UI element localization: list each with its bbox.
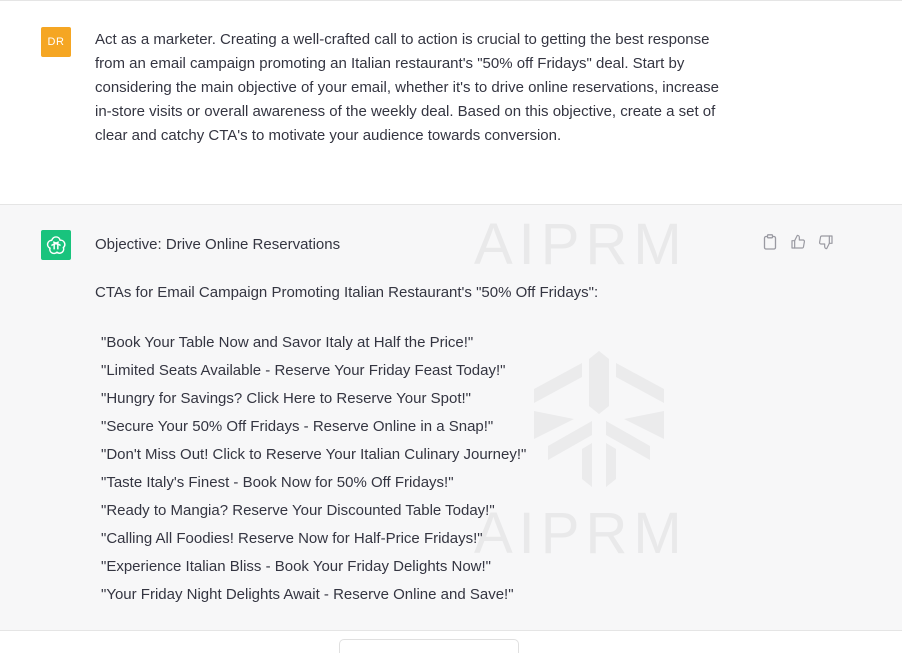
list-item: "Ready to Mangia? Reserve Your Discounted Table Today!" [101, 502, 495, 519]
list-item: "Calling All Foodies! Reserve Now for Half-Price Fridays!" [101, 530, 483, 547]
assistant-message [0, 205, 902, 631]
message-actions [760, 233, 835, 251]
list-item: "Limited Seats Available - Reserve Your Friday Feast Today!" [101, 362, 506, 379]
user-avatar: DR [41, 27, 71, 57]
copy-button[interactable] [760, 233, 779, 251]
clipboard-icon [763, 234, 777, 250]
thumbs-up-button[interactable] [788, 233, 807, 251]
list-item: "Book Your Table Now and Savor Italy at Half the Price!" [101, 334, 474, 351]
openai-logo-icon [45, 234, 67, 256]
aiprm-watermark-top: AIPRM [474, 212, 688, 277]
thumbs-up-icon [790, 234, 806, 250]
thumbs-down-button[interactable] [816, 233, 835, 251]
aiprm-watermark-logo-icon [534, 351, 664, 487]
aiprm-watermark-bottom: AIPRM [474, 501, 688, 566]
user-message [0, 0, 902, 205]
list-item: "Taste Italy's Finest - Book Now for 50% Off Fridays!" [101, 474, 454, 491]
list-item: "Experience Italian Bliss - Book Your Friday Delights Now!" [101, 558, 491, 575]
list-item: "Secure Your 50% Off Fridays - Reserve Online in a Snap!" [101, 418, 494, 435]
regenerate-button-partial[interactable] [339, 639, 519, 653]
list-item: "Don't Miss Out! Click to Reserve Your Italian Culinary Journey!" [101, 446, 527, 463]
assistant-avatar [41, 230, 71, 260]
list-item: "Your Friday Night Delights Await - Reserve Online and Save!" [101, 586, 514, 603]
cta-list [101, 329, 526, 609]
thumbs-down-icon [818, 234, 834, 250]
list-item: "Hungry for Savings? Click Here to Reserve Your Spot!" [101, 390, 471, 407]
cta-intro-text: CTAs for Email Campaign Promoting Italian Restaurant's "50% Off Fridays": [95, 284, 599, 301]
user-message-text: Act as a marketer. Creating a well-crafted call to action is crucial to getting the best response from an email campaign promoting an Italian restaurant's "50% off Fridays" deal. Start by considering the main objective of your email, whether it's to drive online reservations, increase in-store visits or overall awareness of the weekly deal. Based on this objective, create a set of clear and catchy CTA's to motivate your audience towards conversion. [95, 31, 720, 144]
objective-text: Objective: Drive Online Reservations [95, 236, 341, 253]
